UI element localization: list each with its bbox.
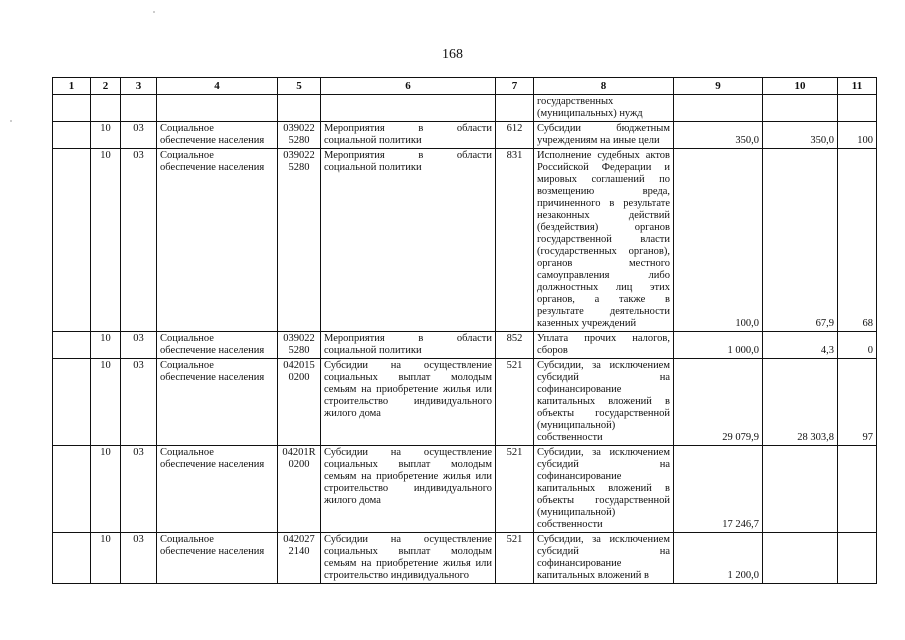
cell-text-line: капитальных вложений в	[537, 396, 670, 407]
cell-text-line: (муниципальной)	[537, 507, 616, 518]
cell-text-line: 042015	[283, 360, 315, 371]
cell-col-10: 67,9	[763, 149, 838, 332]
cell-col-8	[534, 446, 674, 533]
cell-col-3: 03	[121, 122, 157, 149]
cell-text-line: Социальное	[160, 333, 214, 344]
cell-text-line: строительство индивидуального	[324, 396, 492, 407]
cell-col-10: 350,0	[763, 122, 838, 149]
cell-text-line: софинансирование	[537, 558, 622, 569]
cell-text-line: софинансирование	[537, 471, 622, 482]
cell-text-line: казенных учреждений	[537, 318, 637, 329]
cell-text-line: государственной власти	[537, 234, 670, 245]
cell-col-11	[838, 95, 877, 122]
cell-col-2: 10	[91, 359, 121, 446]
cell-text-line: Мероприятия в области	[324, 333, 492, 344]
cell-col-5	[278, 95, 321, 122]
cell-text-line: социальных выплат молодым	[324, 372, 492, 383]
cell-col-4	[157, 95, 278, 122]
cell-col-9: 17 246,7	[674, 446, 763, 533]
cell-text-line: (бездействия) органов	[537, 222, 670, 233]
cell-col-2: 10	[91, 533, 121, 584]
cell-text-line: сборов	[537, 345, 568, 356]
cell-text-line: социальной политики	[324, 345, 422, 356]
cell-col-6	[321, 122, 496, 149]
cell-col-9: 1 200,0	[674, 533, 763, 584]
cell-col-2: 10	[91, 446, 121, 533]
cell-text-line: Субсидии бюджетным	[537, 123, 670, 134]
cell-text-line: 0200	[288, 459, 310, 470]
column-header-6: 6	[321, 78, 496, 95]
cell-text-line: Субсидии на осуществление	[324, 534, 492, 545]
table-row	[53, 446, 877, 533]
cell-text-line: (государственных органов),	[537, 246, 670, 257]
cell-text-line: социальных выплат молодым	[324, 546, 492, 557]
cell-text-line: субсидий на	[537, 546, 670, 557]
cell-text-line: субсидий на	[537, 372, 670, 383]
cell-col-10	[763, 446, 838, 533]
table-row	[53, 533, 877, 584]
cell-col-4	[157, 533, 278, 584]
cell-col-1	[53, 533, 91, 584]
cell-col-9	[674, 95, 763, 122]
cell-col-9: 29 079,9	[674, 359, 763, 446]
cell-col-3	[121, 95, 157, 122]
scan-speck	[10, 120, 12, 122]
cell-col-3: 03	[121, 149, 157, 332]
column-header-7: 7	[496, 78, 534, 95]
cell-text-line: обеспечение населения	[160, 345, 265, 356]
cell-col-5	[278, 359, 321, 446]
cell-text-line: государственных	[537, 96, 614, 107]
cell-text-line: собственности	[537, 519, 603, 530]
cell-col-8	[534, 332, 674, 359]
cell-text-line: мировых соглашений по	[537, 174, 670, 185]
cell-col-7: 831	[496, 149, 534, 332]
cell-col-6	[321, 446, 496, 533]
cell-text-line: семьям на приобретение жилья или	[324, 471, 492, 482]
cell-col-7	[496, 95, 534, 122]
cell-text-line: обеспечение населения	[160, 135, 265, 146]
cell-col-6	[321, 149, 496, 332]
cell-col-4	[157, 149, 278, 332]
column-header-11: 11	[838, 78, 877, 95]
cell-text-line: 0200	[288, 372, 310, 383]
cell-text-line: незаконных действий	[537, 210, 670, 221]
cell-text-line: 04201R	[282, 447, 316, 458]
cell-text-line: субсидий на	[537, 459, 670, 470]
cell-text-line: причиненного в результате	[537, 198, 670, 209]
table-row	[53, 332, 877, 359]
table-row	[53, 149, 877, 332]
cell-text-line: Мероприятия в области	[324, 150, 492, 161]
cell-col-10: 4,3	[763, 332, 838, 359]
cell-text-line: Субсидии, за исключением	[537, 534, 670, 545]
cell-col-9: 350,0	[674, 122, 763, 149]
cell-text-line: Субсидии, за исключением	[537, 447, 670, 458]
cell-col-2: 10	[91, 332, 121, 359]
cell-text-line: 5280	[288, 162, 310, 173]
cell-text-line: Исполнение судебных актов	[537, 150, 670, 161]
cell-col-6	[321, 533, 496, 584]
cell-col-4	[157, 446, 278, 533]
column-header-10: 10	[763, 78, 838, 95]
cell-text-line: 039022	[283, 333, 315, 344]
cell-col-8	[534, 95, 674, 122]
cell-text-line: Социальное	[160, 150, 214, 161]
cell-col-8	[534, 149, 674, 332]
cell-col-9: 100,0	[674, 149, 763, 332]
cell-col-3: 03	[121, 332, 157, 359]
cell-text-line: капитальных вложений в	[537, 570, 650, 581]
cell-col-1	[53, 95, 91, 122]
cell-text-line: жилого дома	[324, 408, 381, 419]
cell-col-1	[53, 149, 91, 332]
cell-col-1	[53, 446, 91, 533]
cell-text-line: органов местного	[537, 258, 670, 269]
cell-col-4	[157, 122, 278, 149]
cell-col-6	[321, 359, 496, 446]
cell-text-line: Социальное	[160, 447, 214, 458]
cell-col-2: 10	[91, 122, 121, 149]
cell-col-8	[534, 122, 674, 149]
cell-col-11	[838, 446, 877, 533]
cell-col-1	[53, 332, 91, 359]
cell-text-line: обеспечение населения	[160, 162, 265, 173]
cell-col-11: 100	[838, 122, 877, 149]
table-row	[53, 122, 877, 149]
column-header-2: 2	[91, 78, 121, 95]
cell-text-line: Мероприятия в области	[324, 123, 492, 134]
table-row	[53, 359, 877, 446]
cell-text-line: капитальных вложений в	[537, 483, 670, 494]
cell-col-10: 28 303,8	[763, 359, 838, 446]
cell-col-1	[53, 122, 91, 149]
table-body	[53, 95, 877, 584]
cell-col-9: 1 000,0	[674, 332, 763, 359]
cell-col-3: 03	[121, 359, 157, 446]
cell-col-5	[278, 149, 321, 332]
cell-text-line: собственности	[537, 432, 603, 443]
column-header-1: 1	[53, 78, 91, 95]
cell-col-11: 68	[838, 149, 877, 332]
cell-text-line: жилого дома	[324, 495, 381, 506]
cell-col-11	[838, 533, 877, 584]
cell-col-6	[321, 95, 496, 122]
budget-table	[52, 77, 877, 584]
cell-col-11: 97	[838, 359, 877, 446]
cell-col-8	[534, 359, 674, 446]
cell-text-line: строительство индивидуального	[324, 483, 492, 494]
cell-text-line: Субсидии на осуществление	[324, 360, 492, 371]
cell-text-line: (муниципальных) нужд	[537, 108, 643, 119]
cell-text-line: Уплата прочих налогов,	[537, 333, 670, 344]
cell-col-5	[278, 332, 321, 359]
column-header-3: 3	[121, 78, 157, 95]
cell-text-line: 042027	[283, 534, 315, 545]
column-header-4: 4	[157, 78, 278, 95]
cell-text-line: Субсидии на осуществление	[324, 447, 492, 458]
cell-col-2: 10	[91, 149, 121, 332]
cell-text-line: объекты государственной	[537, 408, 670, 419]
cell-col-4	[157, 332, 278, 359]
cell-col-6	[321, 332, 496, 359]
cell-text-line: возмещению вреда,	[537, 186, 670, 197]
table-row	[53, 95, 877, 122]
page-number: 168	[442, 47, 463, 62]
cell-text-line: Социальное	[160, 534, 214, 545]
cell-text-line: объекты государственной	[537, 495, 670, 506]
cell-text-line: обеспечение населения	[160, 546, 265, 557]
cell-text-line: результате деятельности	[537, 306, 670, 317]
cell-col-11: 0	[838, 332, 877, 359]
cell-col-7: 852	[496, 332, 534, 359]
cell-text-line: социальных выплат молодым	[324, 459, 492, 470]
cell-col-5	[278, 446, 321, 533]
cell-col-7: 521	[496, 446, 534, 533]
cell-col-1	[53, 359, 91, 446]
cell-col-7: 521	[496, 359, 534, 446]
cell-text-line: софинансирование	[537, 384, 622, 395]
cell-col-8	[534, 533, 674, 584]
cell-col-5	[278, 122, 321, 149]
cell-text-line: социальной политики	[324, 162, 422, 173]
header-row	[53, 78, 877, 95]
cell-col-2	[91, 95, 121, 122]
cell-col-10	[763, 95, 838, 122]
cell-text-line: 2140	[288, 546, 310, 557]
cell-text-line: семьям на приобретение жилья или	[324, 384, 492, 395]
column-header-5: 5	[278, 78, 321, 95]
cell-text-line: Социальное	[160, 360, 214, 371]
cell-col-7: 521	[496, 533, 534, 584]
cell-col-10	[763, 533, 838, 584]
cell-col-3: 03	[121, 533, 157, 584]
cell-text-line: Российской Федерации и	[537, 162, 670, 173]
cell-col-3: 03	[121, 446, 157, 533]
scan-speck	[153, 11, 155, 13]
cell-text-line: 039022	[283, 123, 315, 134]
cell-text-line: Субсидии, за исключением	[537, 360, 670, 371]
cell-col-4	[157, 359, 278, 446]
cell-text-line: Социальное	[160, 123, 214, 134]
column-header-8: 8	[534, 78, 674, 95]
cell-text-line: социальной политики	[324, 135, 422, 146]
cell-text-line: (муниципальной)	[537, 420, 616, 431]
cell-text-line: 5280	[288, 135, 310, 146]
column-header-9: 9	[674, 78, 763, 95]
cell-text-line: должностных лиц этих	[537, 282, 670, 293]
cell-text-line: 039022	[283, 150, 315, 161]
cell-text-line: самоуправления либо	[537, 270, 670, 281]
cell-col-7: 612	[496, 122, 534, 149]
cell-text-line: учреждениям на иные цели	[537, 135, 660, 146]
cell-text-line: семьям на приобретение жилья или	[324, 558, 492, 569]
cell-text-line: обеспечение населения	[160, 459, 265, 470]
cell-text-line: 5280	[288, 345, 310, 356]
cell-text-line: органов, а также в	[537, 294, 670, 305]
cell-text-line: обеспечение населения	[160, 372, 265, 383]
cell-text-line: строительство индивидуального	[324, 570, 469, 581]
cell-col-5	[278, 533, 321, 584]
